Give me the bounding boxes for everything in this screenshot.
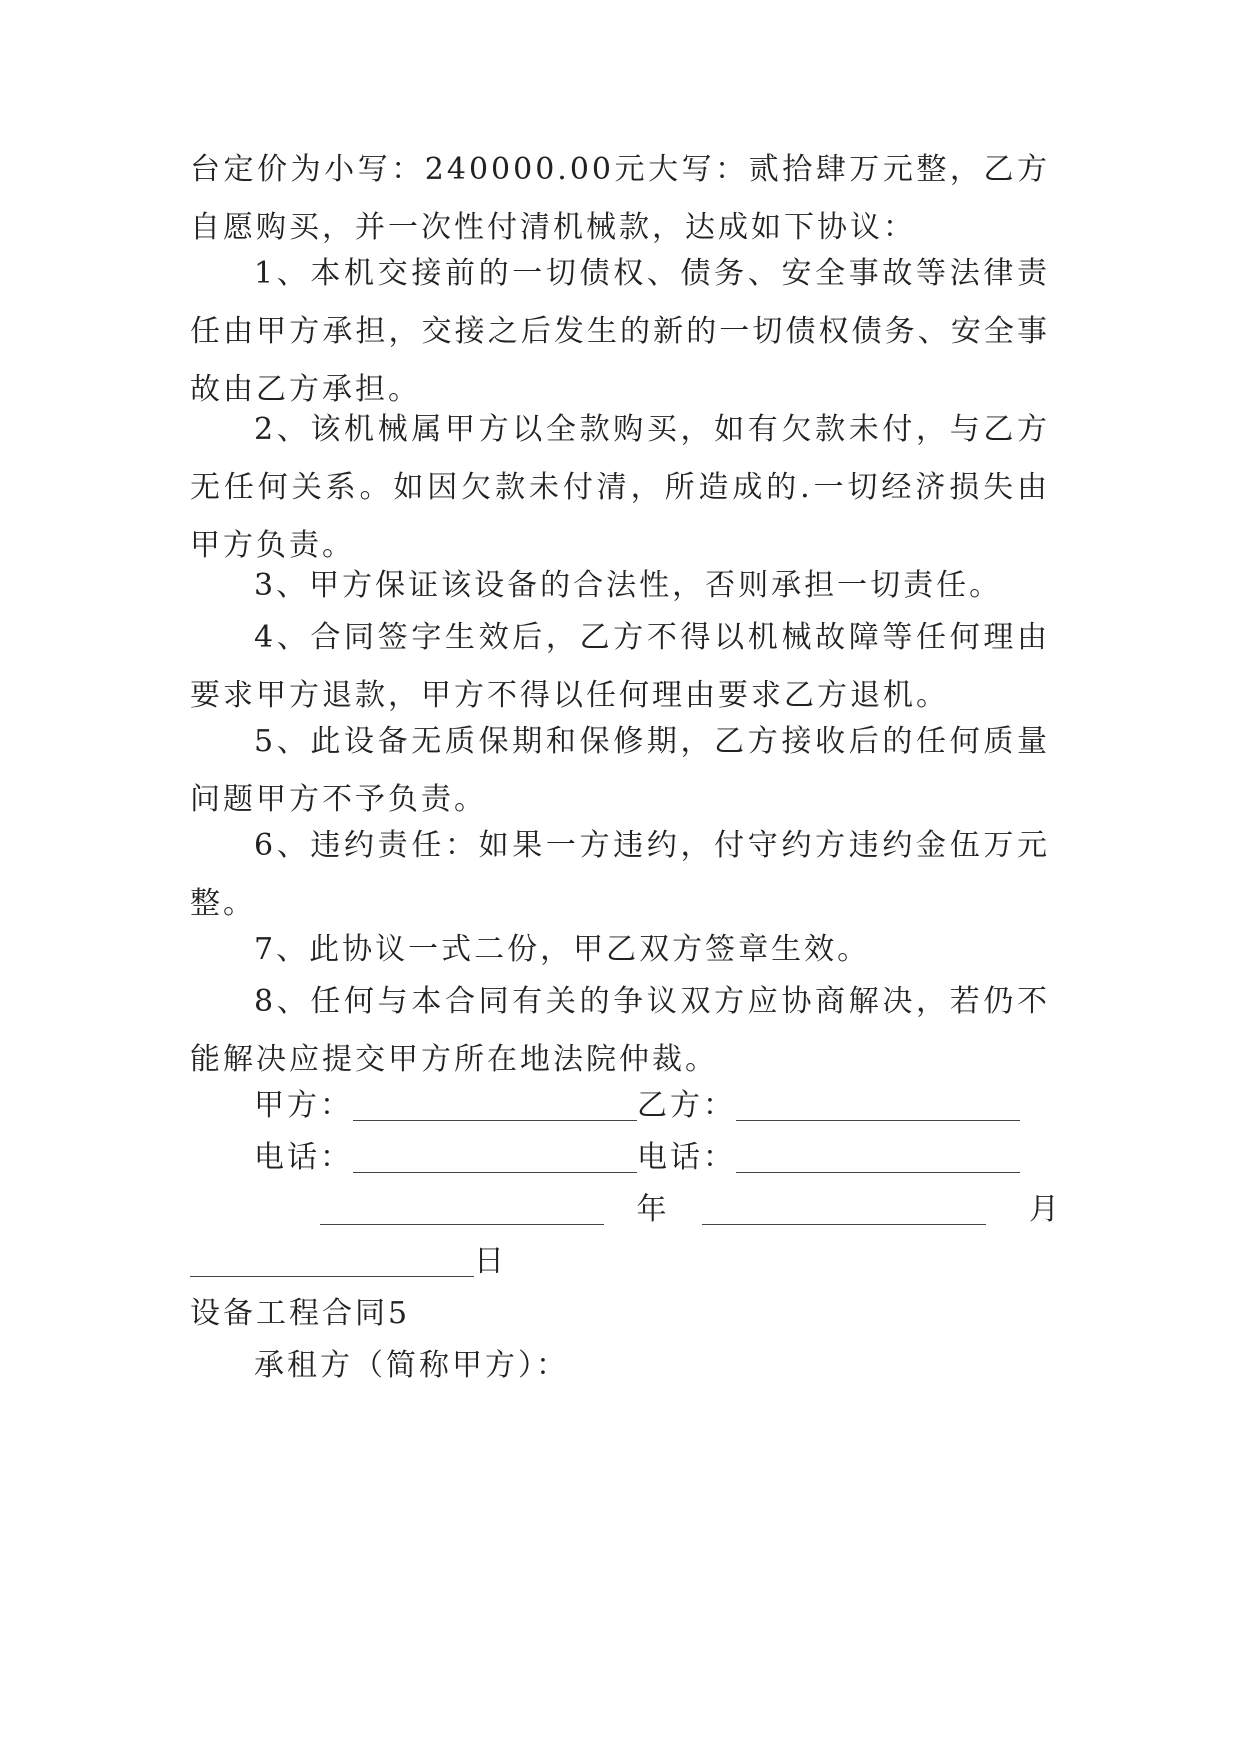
signature-row-phones [254, 1129, 1020, 1187]
phone-a-blank [353, 1132, 637, 1173]
phone-b-blank [736, 1132, 1020, 1173]
date-row-year-month [320, 1181, 1062, 1239]
clause-2: 2、该机械属甲方以全款购买，如有欠款未付，与乙方无任何关系。如因欠款未付清，所造成的.一切经济损失由甲方负责。 [190, 412, 1050, 563]
next-section-title: 设备工程合同5 [190, 1296, 411, 1331]
day-label: 日 [474, 1244, 507, 1279]
next-section-first-line: 承租方（简称甲方）： [254, 1348, 569, 1383]
party-a-blank [353, 1080, 637, 1121]
month-blank [702, 1184, 986, 1225]
year-label: 年 [636, 1192, 670, 1227]
clause-6: 6、违约责任：如果一方违约，付守约方违约金伍万元整。 [190, 828, 1050, 921]
day-blank [190, 1236, 474, 1277]
date-row-day [190, 1233, 507, 1291]
year-blank [320, 1184, 604, 1225]
clause-7: 7、此协议一式二份，甲乙双方签章生效。 [254, 932, 871, 967]
clause-1: 1、本机交接前的一切债权、债务、安全事故等法律责任由甲方承担，交接之后发生的新的一切债权债务、安全事故由乙方承担。 [190, 256, 1050, 407]
party-a-label: 甲方： [254, 1088, 353, 1123]
phone-b-label: 电话： [637, 1140, 736, 1175]
clause-4: 4、合同签字生效后，乙方不得以机械故障等任何理由要求甲方退款，甲方不得以任何理由要求乙方退机。 [190, 620, 1050, 713]
clause-8: 8、任何与本合同有关的争议双方应协商解决，若仍不能解决应提交甲方所在地法院仲裁。 [190, 984, 1050, 1077]
clause-5: 5、此设备无质保期和保修期，乙方接收后的任何质量问题甲方不予负责。 [190, 724, 1050, 817]
clause-3: 3、甲方保证该设备的合法性，否则承担一切责任。 [254, 568, 1003, 603]
phone-a-label: 电话： [254, 1140, 353, 1175]
month-label: 月 [1029, 1192, 1062, 1227]
signature-row-parties [254, 1077, 1020, 1135]
intro-paragraph: 台定价为小写：240000.00元大写：贰拾肆万元整，乙方自愿购买，并一次性付清机械款，达成如下协议： [190, 152, 1050, 245]
party-b-blank [736, 1080, 1020, 1121]
party-b-label: 乙方： [637, 1088, 736, 1123]
